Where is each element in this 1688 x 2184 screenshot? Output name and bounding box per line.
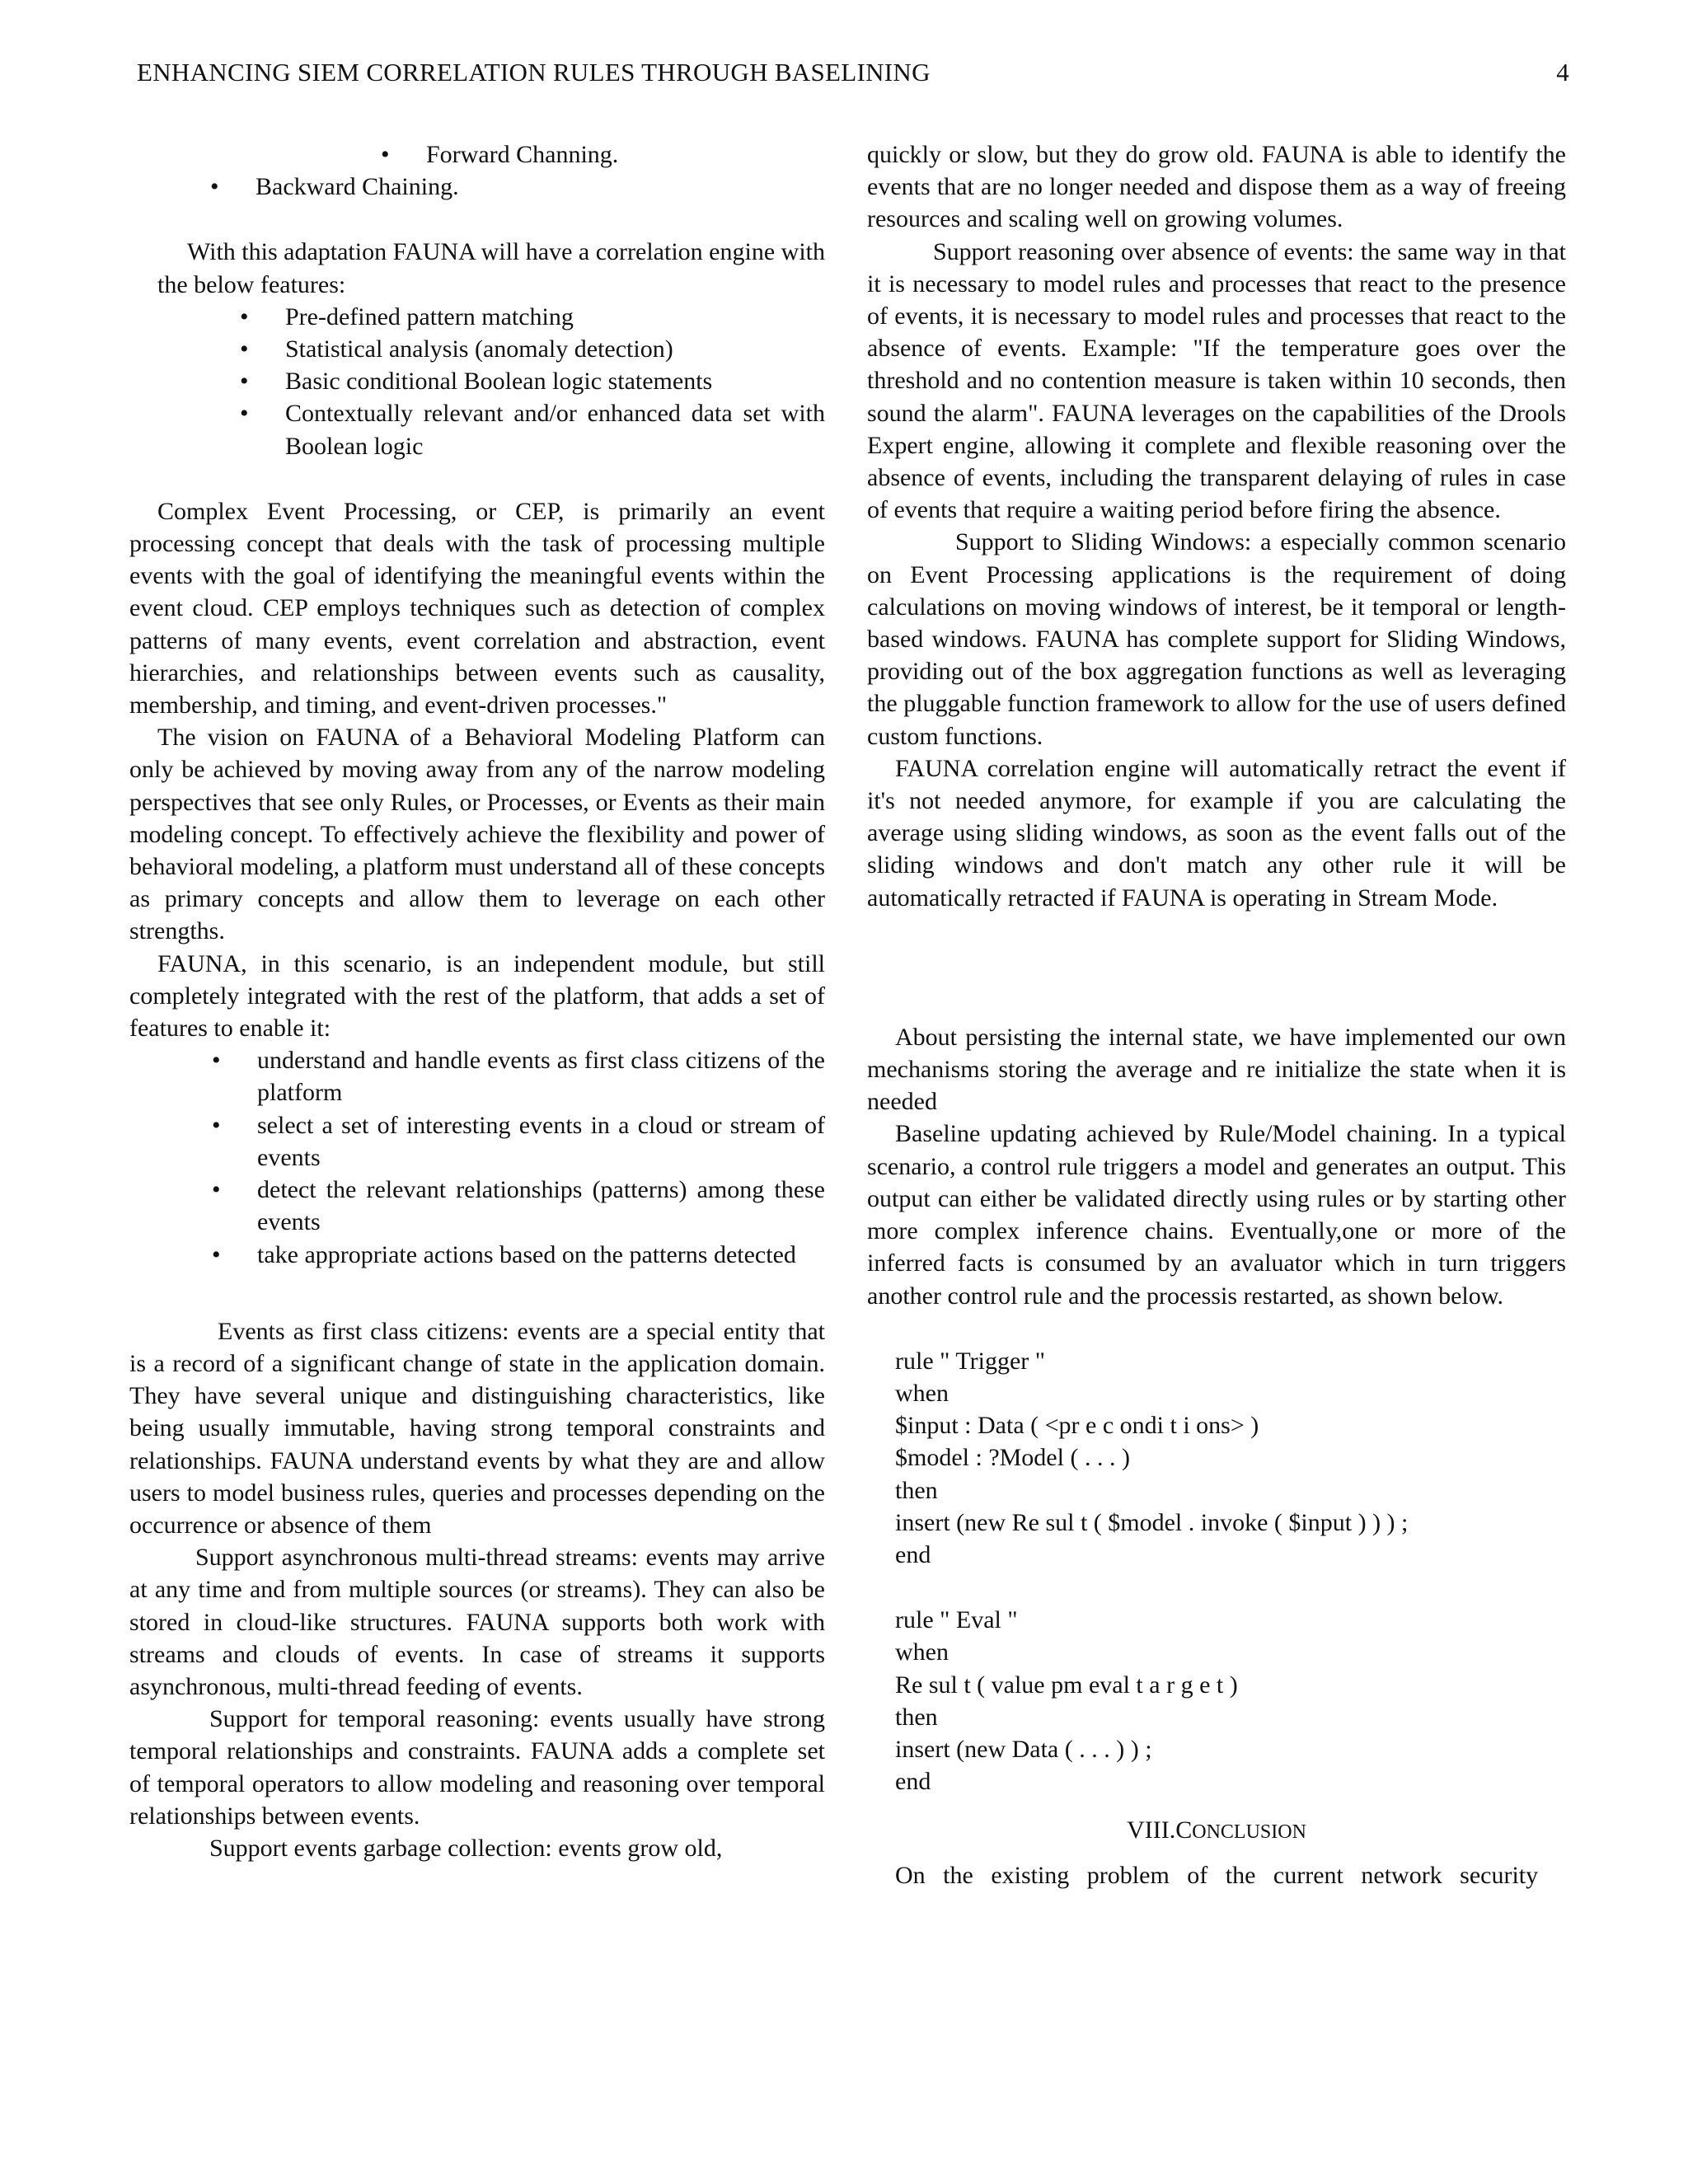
list-item: • Statistical analysis (anomaly detection) — [285, 333, 825, 365]
list-item: • take appropriate actions based on the patterns detected — [257, 1239, 825, 1271]
chaining-list — [129, 138, 825, 203]
async-paragraph: Support asynchronous multi-thread streams: events may arrive at any time and from multiple sources (or streams). They can also be stored in cloud-like structures. FAUNA supports both work with streams and clouds of events. In case of streams it supports asynchronous, multi-thread feeding of events. — [129, 1544, 825, 1700]
list-item: • Pre-defined pattern matching — [285, 301, 825, 333]
retract-paragraph: FAUNA correlation engine will automatically retract the event if it's not needed anymore, for example if you are calculating the average using sliding windows, as soon as the event falls out of the sliding windows and don't match any other rule it will be automatically retracted if FAUNA is operating in Stream Mode. — [867, 754, 1566, 912]
spacer — [867, 914, 1566, 1021]
code-line: $model : ?Model ( . . . ) — [895, 1444, 1130, 1472]
code-line: rule " Eval " — [895, 1606, 1018, 1634]
code-line: end — [895, 1540, 931, 1568]
list-item: • detect the relevant relationships (patterns) among these events — [257, 1174, 825, 1238]
running-head — [137, 56, 1569, 89]
ability-list — [257, 1044, 825, 1270]
code-line: end — [895, 1768, 931, 1796]
code-line: $input : Data ( <pr e c ondi t i ons> ) — [895, 1412, 1259, 1440]
spacer — [129, 203, 825, 236]
section-rest: ONCLUSION — [1192, 1821, 1306, 1844]
code-line: rule " Trigger " — [895, 1347, 1045, 1375]
code-line: insert (new Data ( . . . ) ) ; — [895, 1735, 1152, 1763]
intro-paragraph: With this adaptation FAUNA will have a correlation engine with the below features: — [157, 238, 825, 298]
code-line: insert (new Re sul t ( $model . invoke ( $input ) ) ) ; — [895, 1508, 1409, 1536]
conclusion-paragraph: On the existing problem of the current network security — [895, 1861, 1539, 1889]
temporal-paragraph: Support for temporal reasoning: events usually have strong temporal relationships and constraints. FAUNA adds a complete set of temporal operators to allow modeling and reasoning over temporal relationships between events. — [129, 1705, 825, 1830]
garbage-paragraph-start: Support events garbage collection: events grow old, — [209, 1834, 723, 1862]
list-item: • select a set of interesting events in a cloud or stream of events — [257, 1109, 825, 1174]
first-class-paragraph: Events as first class citizens: events are a special entity that is a record of a significant change of state in the application domain. They have several unique and distinguishing characteristics, like being usually immutable, having strong temporal constraints and relationships. FAUNA understand events by what they are and allow users to model business rules, queries and processes depending on the occurrence or absence of them — [129, 1317, 825, 1539]
section-initial: C — [1175, 1816, 1193, 1844]
list-item: • understand and handle events as first class citizens of the platform — [257, 1044, 825, 1108]
list-item: • Basic conditional Boolean logic statements — [285, 365, 825, 397]
sliding-paragraph: Support to Sliding Windows: a especially common scenario on Event Processing applications is the requirement of doing calculations on moving windows of interest, be it temporal or length-based windows. FAUNA has complete support for Sliding Windows, providing out of the box aggregation functions as well as leveraging the pluggable function framework to allow for the use of users defined custom functions. — [867, 528, 1566, 750]
section-heading-conclusion — [867, 1814, 1566, 1849]
section-number: VIII. — [1127, 1816, 1176, 1844]
spacer — [867, 1571, 1566, 1604]
code-line: when — [895, 1379, 949, 1407]
spacer — [129, 462, 825, 495]
code-block-eval — [867, 1604, 1566, 1797]
list-item: • Contextually relevant and/or enhanced data set with Boolean logic — [285, 397, 825, 462]
module-paragraph: FAUNA, in this scenario, is an independent module, but still completely integrated with the rest of the platform, that adds a set of features to enable it: — [129, 949, 825, 1043]
garbage-paragraph-end: quickly or slow, but they do grow old. FAUNA is able to identify the events that are no longer needed and dispose them as a way of freeing resources and scaling well on growing volumes. — [867, 141, 1566, 233]
spacer — [867, 1312, 1566, 1345]
running-title: ENHANCING SIEM CORRELATION RULES THROUGH BASELINING — [137, 58, 931, 87]
vision-paragraph: The vision on FAUNA of a Behavioral Modeling Platform can only be achieved by moving away from any of the narrow modeling perspectives that see only Rules, or Processes, or Events as their main modeling concept. To effectively achieve the flexibility and power of behavioral modeling, a platform must understand all of these concepts as primary concepts and allow them to leverage on each other strengths. — [129, 724, 825, 945]
code-block-trigger — [867, 1345, 1566, 1571]
code-line: when — [895, 1638, 949, 1666]
list-item: • Backward Chaining. — [256, 171, 825, 203]
code-line: then — [895, 1703, 938, 1731]
left-column — [129, 138, 825, 1864]
code-line: Re sul t ( value pm eval t a r g e t ) — [895, 1671, 1238, 1699]
cep-paragraph: Complex Event Processing, or CEP, is primarily an event processing concept that deals with the task of processing multiple events with the goal of identifying the meaningful events within the event cloud. CEP employs techniques such as detection of complex patterns of many events, event correlation and abstraction, event hierarchies, and relationships between events such as causality, membership, and timing, and event-driven processes." — [129, 497, 825, 719]
right-column — [867, 138, 1566, 1891]
code-line: then — [895, 1476, 938, 1504]
list-item: • Forward Channing. — [426, 138, 825, 171]
spacer — [129, 1271, 825, 1315]
baseline-paragraph: Baseline updating achieved by Rule/Model chaining. In a typical scenario, a control rule triggers a model and generates an output. This output can either be validated directly using rules or by starting other more complex inference chains. Eventually,one or more of the inferred facts is consumed by an avaluator which in turn triggers another control rule and the processis restarted, as shown below. — [867, 1120, 1566, 1310]
absence-paragraph: Support reasoning over absence of events: the same way in that it is necessary to model rules and processes that react to the presence of events, it is necessary to model rules and processes that react to the absence of events. Example: "If the temperature goes over the threshold and no contention measure is taken within 10 seconds, then sound the alarm". FAUNA leverages on the capabilities of the Drools Expert engine, allowing it complete and flexible reasoning over the absence of events, including the transparent delaying of rules in case of events that require a waiting period before firing the absence. — [867, 237, 1566, 524]
page-number: 4 — [1556, 58, 1569, 87]
persist-paragraph: About persisting the internal state, we have implemented our own mechanisms storing the average and re initialize the state when it is needed — [867, 1023, 1566, 1116]
feature-list — [285, 301, 825, 462]
